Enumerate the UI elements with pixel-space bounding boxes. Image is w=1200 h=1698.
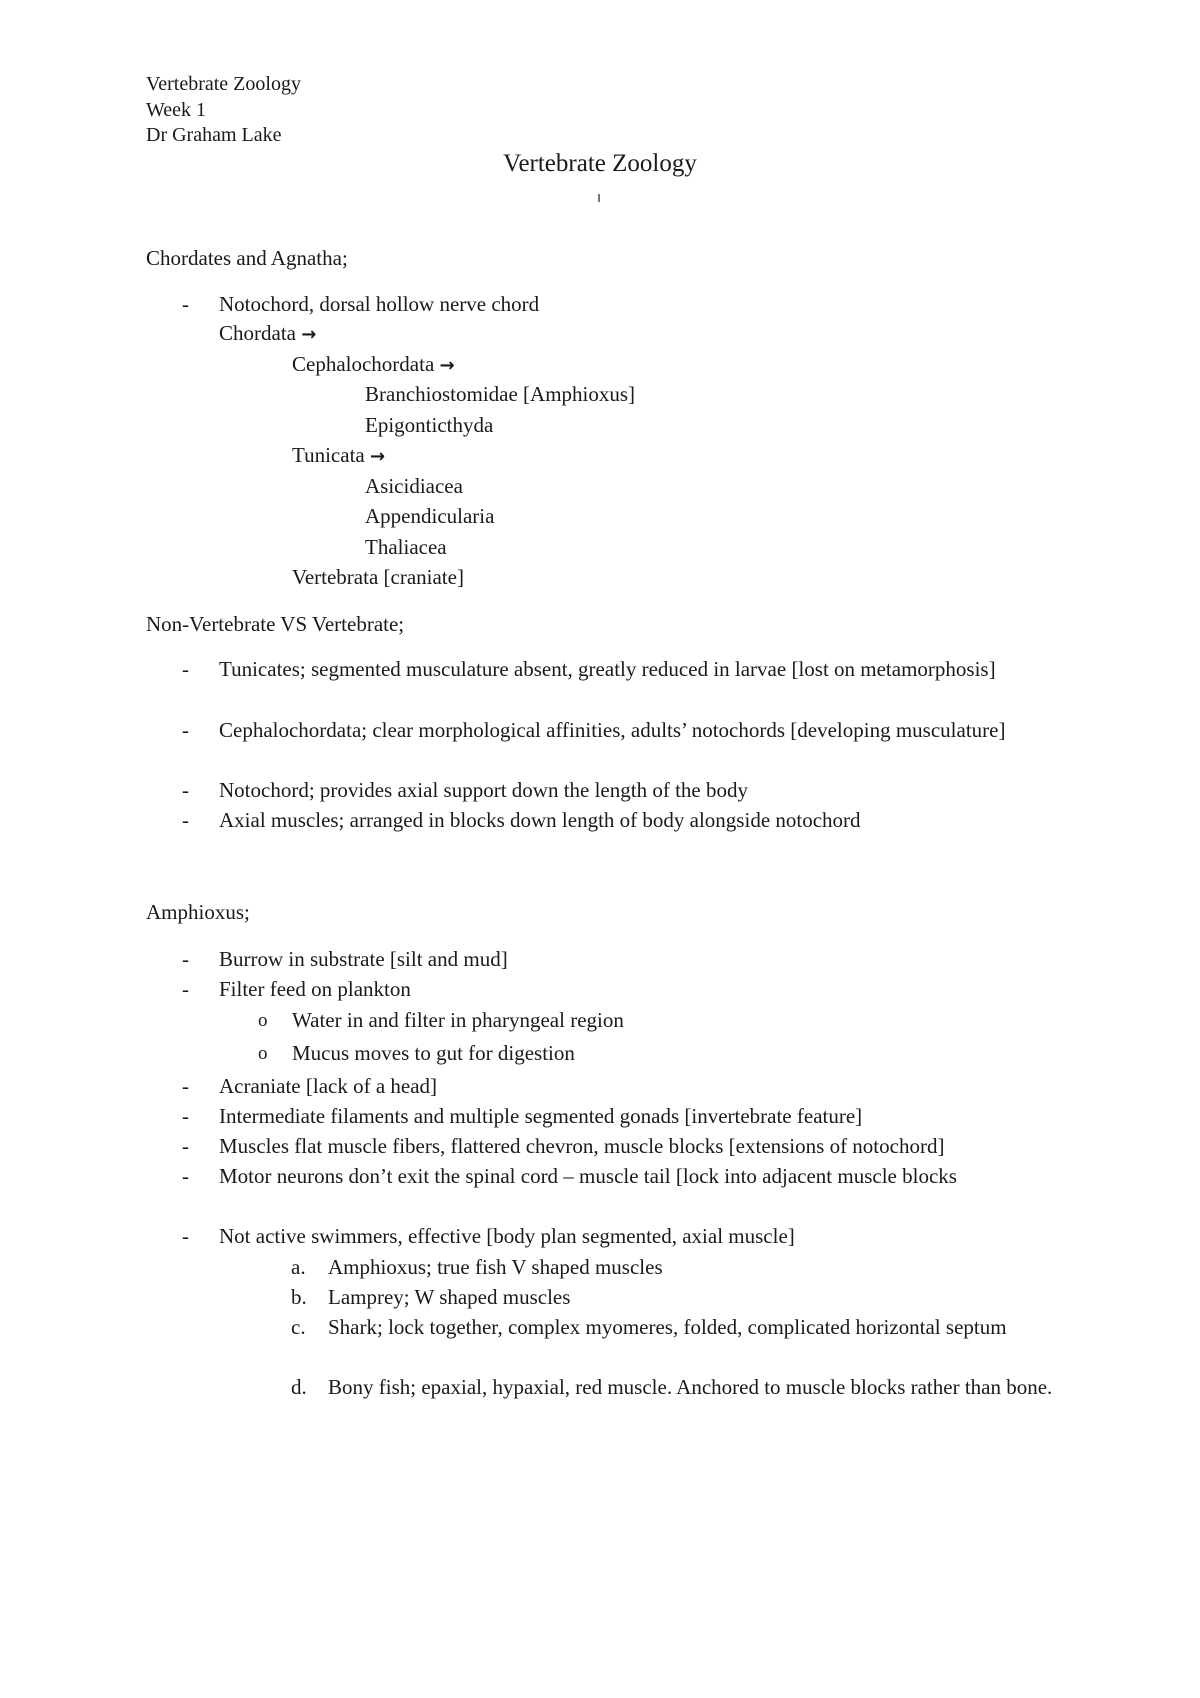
- arrow-right-icon: →: [369, 446, 386, 467]
- list-item-text: Filter feed on plankton: [219, 977, 411, 1001]
- bullet-dash: -: [182, 1134, 189, 1158]
- list-item: [182, 945, 1079, 974]
- section-heading-non-vertebrate: Non-Vertebrate VS Vertebrate;: [146, 612, 405, 636]
- list-item-text: Tunicates; segmented musculature absent, greatly reduced in larvae [lost on metamorphosis]: [219, 657, 996, 681]
- bullet-dash: -: [182, 718, 189, 742]
- document-title: Vertebrate Zoology: [503, 150, 697, 177]
- letter-marker: d.: [291, 1375, 307, 1399]
- list-item: [182, 716, 1019, 745]
- letter-marker: a.: [291, 1255, 306, 1279]
- list-item: [182, 806, 1079, 835]
- list-item: [182, 1102, 1079, 1131]
- list-item: [182, 292, 540, 317]
- letter-marker: c.: [291, 1315, 306, 1339]
- tree-node-label: Cephalochordata: [292, 352, 435, 376]
- tree-node-thaliacea: Thaliacea: [365, 535, 447, 559]
- list-item: [182, 975, 1079, 1004]
- tree-node-epigonticthyda: Epigonticthyda: [365, 413, 494, 437]
- lettered-item-text: Lamprey; W shaped muscles: [328, 1285, 571, 1309]
- bullet-dash: -: [182, 1074, 189, 1098]
- list-item: [182, 1072, 1079, 1101]
- tree-node-chordata: [219, 320, 316, 348]
- sub-list-item: [258, 1039, 1072, 1068]
- tree-node-label: Tunicata: [292, 443, 365, 467]
- bullet-dash: -: [182, 947, 189, 971]
- list-item: [182, 776, 1079, 805]
- list-item: [182, 1222, 1079, 1251]
- bullet-dash: -: [182, 1224, 189, 1248]
- lettered-item-text: Bony fish; epaxial, hypaxial, red muscle. Anchored to muscle blocks rather than bone.: [328, 1375, 1053, 1399]
- lettered-item: [291, 1373, 1078, 1402]
- list-item-text: Axial muscles; arranged in blocks down length of body alongside notochord: [219, 808, 861, 832]
- bullet-dash: -: [182, 808, 189, 832]
- list-item-text: Notochord; provides axial support down the length of the body: [219, 778, 748, 802]
- bullet-circle: o: [258, 1043, 268, 1064]
- tree-node-appendicularia: Appendicularia: [365, 504, 495, 528]
- tree-node-asicidiacea: Asicidiacea: [365, 474, 463, 498]
- sub-list-item: [258, 1006, 1072, 1035]
- lettered-item: [291, 1313, 1048, 1342]
- lettered-item-text: Amphioxus; true fish V shaped muscles: [328, 1255, 663, 1279]
- tree-node-branchiostomidae: Branchiostomidae [Amphioxus]: [365, 382, 636, 406]
- list-item: [182, 1162, 1039, 1191]
- tick-mark: [598, 194, 600, 202]
- lettered-item-text: Shark; lock together, complex myomeres, folded, complicated horizontal septum: [328, 1315, 1007, 1339]
- tree-node-tunicata: [292, 442, 385, 470]
- bullet-dash: -: [182, 977, 189, 1001]
- tree-node-cephalochordata: [292, 351, 455, 379]
- lettered-item: [291, 1253, 1088, 1282]
- arrow-right-icon: →: [301, 324, 317, 345]
- list-item-text: Burrow in substrate [silt and mud]: [219, 947, 508, 971]
- page-header: [146, 72, 301, 149]
- bullet-dash: -: [182, 1164, 189, 1188]
- list-item-text: Not active swimmers, effective [body plan segmented, axial muscle]: [219, 1224, 795, 1248]
- list-item: [182, 1132, 1099, 1161]
- lettered-item: [291, 1283, 1088, 1312]
- list-item-text: Notochord, dorsal hollow nerve chord: [219, 292, 540, 316]
- list-item: [182, 655, 1019, 684]
- tree-node-label: Chordata: [219, 321, 296, 345]
- list-item-text: Motor neurons don’t exit the spinal cord – muscle tail [lock into adjacent muscle blocks: [219, 1164, 957, 1188]
- bullet-circle: o: [258, 1010, 268, 1031]
- section-heading-chordates: Chordates and Agnatha;: [146, 246, 348, 270]
- list-item-text: Mucus moves to gut for digestion: [292, 1041, 575, 1065]
- list-item-text: Acraniate [lack of a head]: [219, 1074, 438, 1098]
- bullet-dash: -: [182, 657, 189, 681]
- section-heading-amphioxus: Amphioxus;: [146, 900, 250, 924]
- bullet-dash: -: [182, 778, 189, 802]
- arrow-right-icon: →: [439, 355, 455, 376]
- header-week: Week 1: [146, 98, 207, 121]
- list-item-text: Water in and filter in pharyngeal region: [292, 1008, 624, 1032]
- list-item-text: Intermediate filaments and multiple segmented gonads [invertebrate feature]: [219, 1104, 863, 1128]
- bullet-dash: -: [182, 292, 189, 316]
- header-lecturer: Dr Graham Lake: [146, 124, 282, 146]
- letter-marker: b.: [291, 1285, 307, 1309]
- list-item-text: Muscles flat muscle fibers, flattered chevron, muscle blocks [extensions of notochord]: [219, 1134, 945, 1158]
- tree-node-vertebrata: Vertebrata [craniate]: [292, 565, 464, 589]
- list-item-text: Cephalochordata; clear morphological affinities, adults’ notochords [developing musculature]: [219, 718, 1006, 742]
- bullet-dash: -: [182, 1104, 189, 1128]
- header-course: Vertebrate Zoology: [146, 73, 301, 95]
